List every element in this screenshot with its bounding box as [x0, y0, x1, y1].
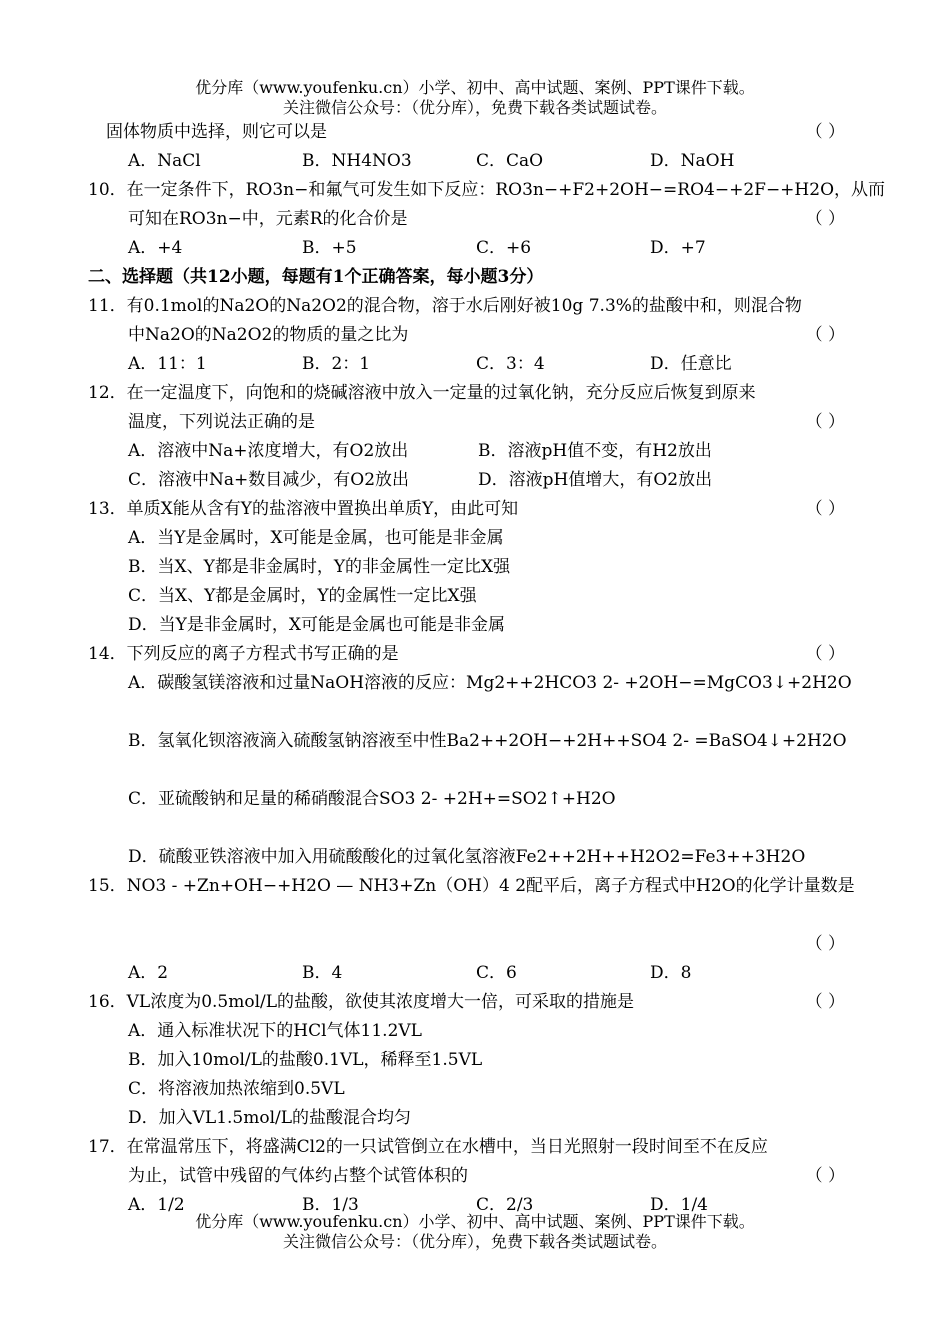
q12-stem-line-1: 12．在一定温度下，向饱和的烧碱溶液中放入一定量的过氧化钠，充分反应后恢复到原来 — [88, 383, 756, 403]
option-a: A．通入标准状况下的HCl气体11.2VL — [128, 1021, 422, 1041]
option-d: D．硫酸亚铁溶液中加入用硫酸酸化的过氧化氢溶液Fe2++2H++H2O2=Fe3++3H2O — [128, 847, 806, 867]
answer-paren: （ ） — [805, 499, 845, 519]
option-b: B．+5 — [302, 238, 357, 258]
q15-gap — [88, 901, 863, 930]
header-line-2: 关注微信公众号：（优分库），免费下载各类试题试卷。 — [282, 98, 667, 117]
q12-options-ab — [88, 437, 863, 466]
answer-paren: （ ） — [805, 934, 845, 954]
option-d: D．NaOH — [650, 151, 735, 171]
section-heading: 二、选择题（共12小题，每题有1个正确答案，每小题3分） — [88, 267, 544, 287]
option-a: A．NaCl — [128, 151, 201, 171]
q12-options-cd — [88, 466, 863, 495]
q11-options — [88, 350, 863, 379]
q9-options — [88, 147, 863, 176]
q11-stem-line-2: 中Na2O的Na2O2的物质的量之比为 （ ） — [88, 321, 863, 350]
option-b: B．NH4NO3 — [302, 151, 412, 171]
option-c: C．6 — [476, 963, 517, 983]
option-b: B．4 — [302, 963, 343, 983]
option-a: A．2 — [128, 963, 169, 983]
option-d: D．加入VL1.5mol/L的盐酸混合均匀 — [128, 1108, 412, 1128]
q12-stem-line-2: 温度，下列说法正确的是 （ ） — [88, 408, 863, 437]
option-a: A．当Y是金属时，X可能是金属，也可能是非金属 — [128, 528, 504, 548]
footer-line-2: 关注微信公众号：（优分库），免费下载各类试题试卷。 — [282, 1232, 667, 1251]
q15-options — [88, 959, 863, 988]
option-c: C．CaO — [476, 151, 544, 171]
answer-paren: （ ） — [805, 1166, 845, 1186]
q17-stem-line-2: 为止，试管中残留的气体约占整个试管体积的 （ ） — [88, 1162, 863, 1191]
header-banner — [0, 78, 950, 118]
q14-stem: 14．下列反应的离子方程式书写正确的是 （ ） — [88, 640, 863, 669]
q15-paren-row — [88, 930, 863, 959]
option-c: C．将溶液加热浓缩到0.5VL — [128, 1079, 345, 1099]
header-line-1: 优分库（www.youfenku.cn）小学、初中、高中试题、案例、PPT课件下载。 — [195, 78, 755, 97]
option-d: D．当Y是非金属时，X可能是金属也可能是非金属 — [128, 615, 505, 635]
option-c: C．溶液中Na+数目减少，有O2放出 — [128, 470, 410, 490]
option-c: C．亚硫酸钠和足量的稀硝酸混合SO3 2- +2H+=SO2↑+H2O — [128, 789, 616, 809]
answer-paren: （ ） — [805, 644, 845, 664]
option-d: D．8 — [650, 963, 692, 983]
answer-paren: （ ） — [805, 122, 845, 142]
question-list — [88, 118, 886, 1220]
q16-stem: 16．VL浓度为0.5mol/L的盐酸，欲使其浓度增大一倍，可采取的措施是 （ ） — [88, 988, 863, 1017]
option-d: D．+7 — [650, 238, 706, 258]
option-b: B．当X、Y都是非金属时，Y的非金属性一定比X强 — [128, 557, 511, 577]
q13-stem: 13．单质X能从含有Y的盐溶液中置换出单质Y，由此可知 （ ） — [88, 495, 863, 524]
option-b: B．溶液pH值不变，有H2放出 — [478, 441, 712, 461]
answer-paren: （ ） — [805, 325, 845, 345]
option-a: A．+4 — [128, 238, 183, 258]
q11-stem-line-1: 11．有0.1mol的Na2O的Na2O2的混合物，溶于水后刚好被10g 7.3%的盐酸中和，则混合物 — [88, 296, 802, 316]
option-b: B．2：1 — [302, 354, 371, 374]
q10-stem-line-2: 可知在RO3n−中，元素R的化合价是 （ ） — [88, 205, 863, 234]
option-a: A．碳酸氢镁溶液和过量NaOH溶液的反应：Mg2++2HCO3 2- +2OH−=MgCO3↓+2H2O — [128, 673, 852, 693]
q10-options — [88, 234, 863, 263]
option-d: D．1/4 — [650, 1195, 708, 1215]
q10-stem-line-1: 10．在一定条件下，RO3n−和氟气可发生如下反应：RO3n−+F2+2OH−=RO4−+2F−+H2O，从而 — [88, 180, 886, 200]
q17-stem-line-1: 17．在常温常压下，将盛满Cl2的一只试管倒立在水槽中，当日光照射一段时间至不在反应 — [88, 1137, 768, 1157]
option-b: B．氢氧化钡溶液滴入硫酸氢钠溶液至中性Ba2++2OH−+2H++SO4 2- =BaSO4↓+2H2O — [128, 731, 847, 751]
option-d: D．溶液pH值增大，有O2放出 — [478, 470, 713, 490]
option-d: D．任意比 — [650, 354, 732, 374]
option-b: B．1/3 — [302, 1195, 359, 1215]
option-c: C．当X、Y都是金属时，Y的金属性一定比X强 — [128, 586, 477, 606]
option-b: B．加入10mol/L的盐酸0.1VL，稀释至1.5VL — [128, 1050, 483, 1070]
option-a: A．11：1 — [128, 354, 207, 374]
footer-banner — [0, 1212, 950, 1252]
option-c: C．2/3 — [476, 1195, 534, 1215]
option-a: A．溶液中Na+浓度增大，有O2放出 — [128, 441, 409, 461]
answer-paren: （ ） — [805, 412, 845, 432]
footer-line-1: 优分库（www.youfenku.cn）小学、初中、高中试题、案例、PPT课件下载。 — [195, 1212, 755, 1231]
q15-stem: 15．NO3 - +Zn+OH−+H2O — NH3+Zn（OH）4 2配平后，离子方程式中H2O的化学计量数是 — [88, 876, 855, 896]
q9-continuation: 固体物质中选择，则它可以是 （ ） — [88, 118, 863, 147]
option-a: A．1/2 — [128, 1195, 185, 1215]
answer-paren: （ ） — [805, 992, 845, 1012]
answer-paren: （ ） — [805, 209, 845, 229]
option-c: C．3：4 — [476, 354, 545, 374]
option-c: C．+6 — [476, 238, 532, 258]
